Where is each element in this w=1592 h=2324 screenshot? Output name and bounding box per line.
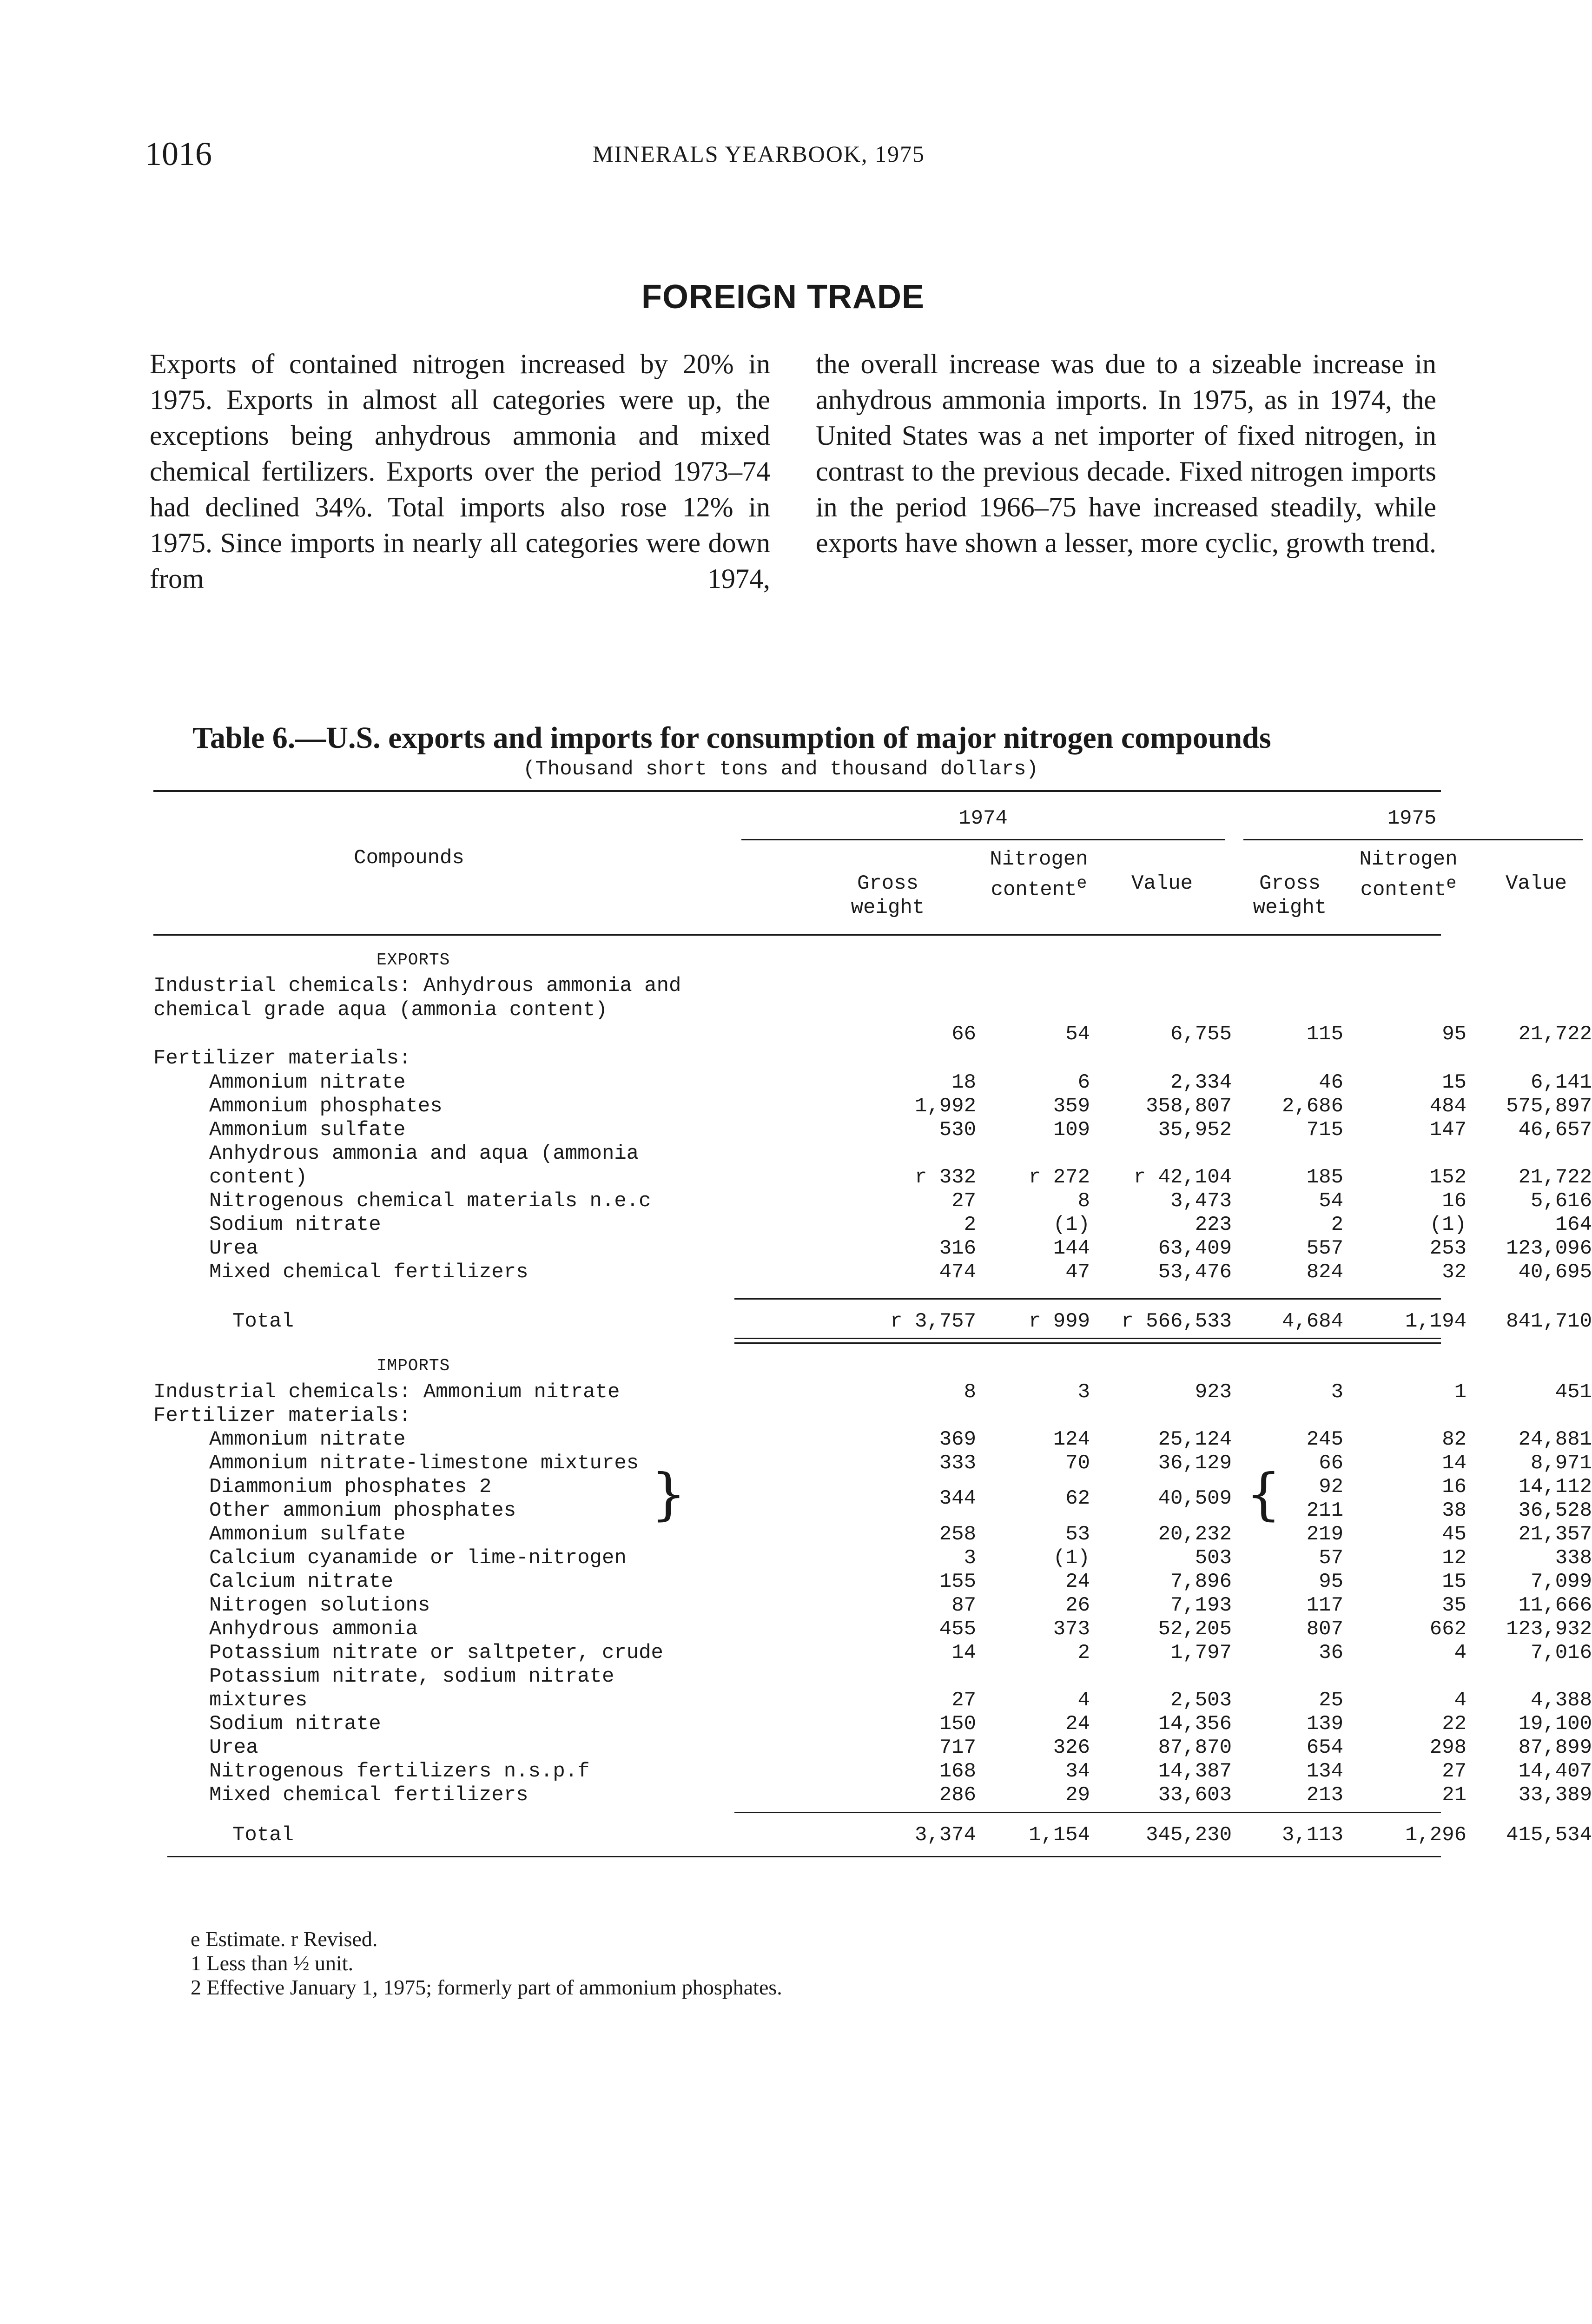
footnote-2: 1 Less than ½ unit. [191,1951,354,1975]
row-label: Nitrogenous chemical materials n.e.c [209,1189,651,1213]
cell: 3,113 [1282,1823,1343,1847]
cell: 12 [1442,1546,1466,1570]
cell: 19,100 [1518,1712,1592,1736]
row-label: Sodium nitrate [209,1712,381,1736]
cell: 4 [1454,1689,1466,1712]
cell: 24 [1065,1570,1090,1593]
cell: 6 [1077,1071,1090,1094]
cell: 18 [951,1071,976,1094]
cell: r 999 [1028,1310,1090,1333]
cell: 2,686 [1282,1095,1343,1118]
cell: 7,896 [1170,1570,1232,1593]
cell: 338 [1555,1546,1592,1570]
cell: 7,016 [1530,1641,1592,1664]
cell: 123,096 [1506,1237,1592,1260]
table-row [153,1499,1592,1523]
cell: 3 [964,1546,976,1570]
cell: (1) [1053,1213,1090,1236]
table-row [153,1213,1592,1237]
cell: 63,409 [1158,1237,1232,1260]
exports-industrial-label: Industrial chemicals: Anhydrous ammonia and chemical grade aqua (ammonia content) [153,974,681,1022]
value-header-1974: Value [1131,872,1193,895]
cell: 717 [939,1736,976,1759]
cell: 484 [1429,1095,1466,1118]
cell: 253 [1429,1237,1466,1260]
cell: 474 [939,1261,976,1284]
table-rule [167,1856,1441,1857]
gross-weight-header-1974: Gross weight [851,872,925,919]
table-row [153,1618,1592,1642]
cell: 54 [1065,1023,1090,1046]
cell: 53,476 [1158,1261,1232,1284]
cell: 14,387 [1158,1760,1232,1783]
cell: 333 [939,1452,976,1475]
section-title: FOREIGN TRADE [641,278,925,316]
cell: 345,230 [1146,1823,1232,1847]
cell: 662 [1429,1618,1466,1641]
cell: 557 [1306,1237,1343,1260]
table-row [153,1189,1592,1214]
exports-fertilizer-label: Fertilizer materials: [153,1047,411,1070]
cell: 82 [1442,1428,1466,1451]
table-subtitle: (Thousand short tons and thousand dollars) [523,758,1038,781]
cell: 3,374 [914,1823,976,1847]
cell: 66 [1319,1452,1343,1475]
cell: (1) [1429,1213,1466,1236]
table-top-rule [153,790,1441,792]
table-rule [734,1338,1441,1339]
year-1974-header: 1974 [958,807,1008,830]
cell: 34 [1065,1760,1090,1783]
cell: 70 [1065,1452,1090,1475]
cell: 123,932 [1506,1618,1592,1641]
row-label: Nitrogenous fertilizers n.s.p.f [209,1760,590,1783]
cell: 455 [939,1618,976,1641]
compounds-header: Compounds [354,846,464,870]
cell: 2 [1331,1213,1343,1236]
imports-total-label: Total [232,1823,294,1847]
cell: 38 [1442,1499,1466,1522]
cell: 8 [1077,1189,1090,1213]
row-label: Potassium nitrate, sodium nitrate mixtures [209,1665,614,1712]
cell: 150 [939,1712,976,1736]
cell: 32 [1442,1261,1466,1284]
cell: 530 [939,1118,976,1142]
cell: 35,952 [1158,1118,1232,1142]
cell: 503 [1195,1546,1232,1570]
cell: 25,124 [1158,1428,1232,1451]
table-row [153,1736,1592,1760]
cell: r 42,104 [1133,1166,1232,1189]
cell: 715 [1306,1118,1343,1142]
exports-industrial-values [153,1023,1592,1047]
table-row [153,1118,1592,1142]
nitrogen-header-1974: Nitrogen content$^e$ [990,848,1088,902]
cell: 25 [1319,1689,1343,1712]
table-row [153,1071,1592,1095]
row-label: Mixed chemical fertilizers [209,1261,528,1284]
row-label: Sodium nitrate [209,1213,381,1236]
row-label: Calcium nitrate [209,1570,394,1593]
cell: 124 [1053,1428,1090,1451]
cell: 16 [1442,1189,1466,1213]
cell: 344 [939,1487,976,1510]
cell: 2,334 [1170,1071,1232,1094]
cell: r 3,757 [890,1310,976,1333]
cell: 654 [1306,1736,1343,1759]
row-label: Potassium nitrate or saltpeter, crude [209,1641,663,1664]
exports-fertilizer-heading [153,1047,1441,1071]
table-row [153,1570,1592,1594]
cell: 164 [1555,1213,1592,1236]
table-row [153,1641,1592,1665]
cell: 27 [951,1689,976,1712]
row-label: Calcium cyanamide or lime-nitrogen [209,1546,627,1570]
brace-icon: { [1246,1462,1282,1527]
row-label: Ammonium phosphates [209,1095,443,1118]
cell: 27 [951,1189,976,1213]
row-label: Ammonium sulfate [209,1118,406,1142]
cell: 316 [939,1237,976,1260]
cell: 16 [1442,1475,1466,1499]
row-label: Ammonium nitrate-limestone mixtures [209,1452,639,1475]
nitrogen-header-1975: Nitrogen content$^e$ [1359,848,1458,902]
cell: 33,603 [1158,1783,1232,1807]
cell: 24 [1065,1712,1090,1736]
table-rule [734,1812,1441,1813]
cell: 21,722 [1518,1023,1592,1046]
year-1975-header: 1975 [1387,807,1437,830]
cell: 21,722 [1518,1166,1592,1189]
cell: 155 [939,1570,976,1593]
cell: 20,232 [1158,1523,1232,1546]
cell: 27 [1442,1760,1466,1783]
cell: r 272 [1028,1166,1090,1189]
table-row [153,1523,1592,1547]
cell: 14,407 [1518,1760,1592,1783]
cell: 8 [964,1380,976,1404]
cell: 4 [1454,1641,1466,1664]
cell: 223 [1195,1213,1232,1236]
cell: 36,528 [1518,1499,1592,1522]
cell: 185 [1306,1166,1343,1189]
row-label: Mixed chemical fertilizers [209,1783,528,1807]
cell: 326 [1053,1736,1090,1759]
row-label: Other ammonium phosphates [209,1499,516,1522]
header-bottom-rule [153,934,1441,936]
cell: 40,695 [1518,1261,1592,1284]
cell: 4,684 [1282,1310,1343,1333]
year-1974-rule [741,839,1225,840]
cell: 15 [1442,1570,1466,1593]
cell: r 332 [914,1166,976,1189]
table-row [153,1166,1592,1190]
cell: 2 [1077,1641,1090,1664]
cell: 14 [951,1641,976,1664]
table-row [153,1095,1592,1119]
cell: 4,388 [1530,1689,1592,1712]
cell: 6,755 [1170,1023,1232,1046]
table-row [153,1760,1592,1784]
cell: 22 [1442,1712,1466,1736]
cell: 1 [1454,1380,1466,1404]
row-label: Anhydrous ammonia [209,1618,418,1641]
cell: 62 [1065,1487,1090,1510]
cell: 24,881 [1518,1428,1592,1451]
table-title: Table 6.—U.S. exports and imports for consumption of major nitrogen compounds [192,721,1271,755]
row-label: Ammonium sulfate [209,1523,406,1546]
cell: 144 [1053,1237,1090,1260]
table-row [153,1594,1592,1618]
cell: 115 [1306,1023,1343,1046]
year-1975-rule [1243,839,1583,840]
cell: 7,193 [1170,1594,1232,1617]
cell: 14,356 [1158,1712,1232,1736]
cell: 2,503 [1170,1689,1232,1712]
table-row [153,1712,1592,1736]
exports-industrial-row [153,974,1441,1022]
cell: 415,534 [1506,1823,1592,1847]
cell: 369 [939,1428,976,1451]
value-header-1975: Value [1505,872,1567,895]
cell: 168 [939,1760,976,1783]
cell: 35 [1442,1594,1466,1617]
cell: 575,897 [1506,1095,1592,1118]
row-label: Urea [209,1237,258,1260]
cell: 219 [1306,1523,1343,1546]
row-label: Ammonium nitrate [209,1428,406,1451]
cell: 1,154 [1028,1823,1090,1847]
cell: 4 [1077,1689,1090,1712]
cell: 15 [1442,1071,1466,1094]
cell: 57 [1319,1546,1343,1570]
brace-icon: } [651,1462,687,1527]
imports-fertilizer-label: Fertilizer materials: [153,1404,411,1427]
cell: 213 [1306,1783,1343,1807]
cell: 807 [1306,1618,1343,1641]
gross-weight-header-1975: Gross weight [1253,872,1327,919]
cell: 373 [1053,1618,1090,1641]
cell: 8,971 [1530,1452,1592,1475]
cell: 46 [1319,1071,1343,1094]
cell: 36 [1319,1641,1343,1664]
footnote-3: 2 Effective January 1, 1975; formerly part of ammonium phosphates. [191,1975,782,1999]
cell: 3 [1331,1380,1343,1404]
cell: 29 [1065,1783,1090,1807]
cell: 66 [951,1023,976,1046]
table-row [153,1428,1592,1452]
table-row [153,1783,1592,1808]
cell: 87,899 [1518,1736,1592,1759]
cell: 286 [939,1783,976,1807]
cell: 841,710 [1506,1310,1592,1333]
cell: 95 [1442,1023,1466,1046]
cell: 211 [1306,1499,1343,1522]
exports-total-label: Total [232,1310,294,1333]
cell: 21 [1442,1783,1466,1807]
cell: 47 [1065,1261,1090,1284]
row-label: Diammonium phosphates 2 [209,1475,492,1499]
cell: 147 [1429,1118,1466,1142]
cell: 52,205 [1158,1618,1232,1641]
table-rule [734,1342,1441,1344]
cell: 3 [1077,1380,1090,1404]
table-row [153,1546,1592,1571]
cell: 245 [1306,1428,1343,1451]
running-head: MINERALS YEARBOOK, 1975 [593,141,925,167]
cell: 109 [1053,1118,1090,1142]
cell: 36,129 [1158,1452,1232,1475]
row-label: Ammonium nitrate [209,1071,406,1094]
cell: 1,992 [914,1095,976,1118]
cell: 95 [1319,1570,1343,1593]
cell: 33,389 [1518,1783,1592,1807]
cell: 824 [1306,1261,1343,1284]
cell: 92 [1319,1475,1343,1499]
cell: 11,666 [1518,1594,1592,1617]
cell: 26 [1065,1594,1090,1617]
cell: 2 [964,1213,976,1236]
cell: 358,807 [1146,1095,1232,1118]
cell: 87,870 [1158,1736,1232,1759]
cell: 3,473 [1170,1189,1232,1213]
table-row [153,1261,1592,1285]
imports-heading: IMPORTS [377,1356,450,1375]
cell: 258 [939,1523,976,1546]
table-row [153,1237,1592,1261]
cell: 451 [1555,1380,1592,1404]
cell: 152 [1429,1166,1466,1189]
cell: 139 [1306,1712,1343,1736]
page-number: 1016 [145,135,212,172]
cell: 45 [1442,1523,1466,1546]
cell: 117 [1306,1594,1343,1617]
row-label: Anhydrous ammonia and aqua (ammonia content) [209,1142,639,1189]
row-label: Urea [209,1736,258,1759]
table-rule [734,1298,1441,1300]
cell: 359 [1053,1095,1090,1118]
row-label: Nitrogen solutions [209,1594,430,1617]
cell: 87 [951,1594,976,1617]
cell: 5,616 [1530,1189,1592,1213]
cell: 1,194 [1405,1310,1466,1333]
cell: 46,657 [1518,1118,1592,1142]
exports-heading: EXPORTS [377,951,450,970]
cell: 1,797 [1170,1641,1232,1664]
cell: 54 [1319,1189,1343,1213]
cell: 14 [1442,1452,1466,1475]
cell: 298 [1429,1736,1466,1759]
body-left-column: Exports of contained nitrogen increased by 20% in 1975. Exports in almost all categories were up, the exceptions being anhydrous ammonia and mixed chemical fertilizers. Exports over the period 1973–74 had declined 34%. Total imports also rose 12% in 1975. Since imports in nearly all categories were down from 1974, [150,349,770,594]
cell: 53 [1065,1523,1090,1546]
cell: 14,112 [1518,1475,1592,1499]
cell: 923 [1195,1380,1232,1404]
imports-industrial-label: Industrial chemicals: Ammonium nitrate [153,1380,620,1404]
body-right-column: the overall increase was due to a sizeable increase in anhydrous ammonia imports. In 1975, as in 1974, the United States was a net importer of fixed nitrogen, in contrast to the previous decade. Fixed nitrogen imports in the period 1966–75 have increased steadily, while exports have shown a lesser, more cyclic, growth trend. [816,349,1436,558]
cell: 7,099 [1530,1570,1592,1593]
footnote-1: e Estimate. r Revised. [191,1927,378,1951]
cell: r 566,533 [1121,1310,1232,1333]
cell: 21,357 [1518,1523,1592,1546]
cell: 6,141 [1530,1071,1592,1094]
cell: 40,509 [1158,1487,1232,1510]
cell: (1) [1053,1546,1090,1570]
cell: 134 [1306,1760,1343,1783]
cell: 1,296 [1405,1823,1466,1847]
table-row [153,1689,1592,1713]
